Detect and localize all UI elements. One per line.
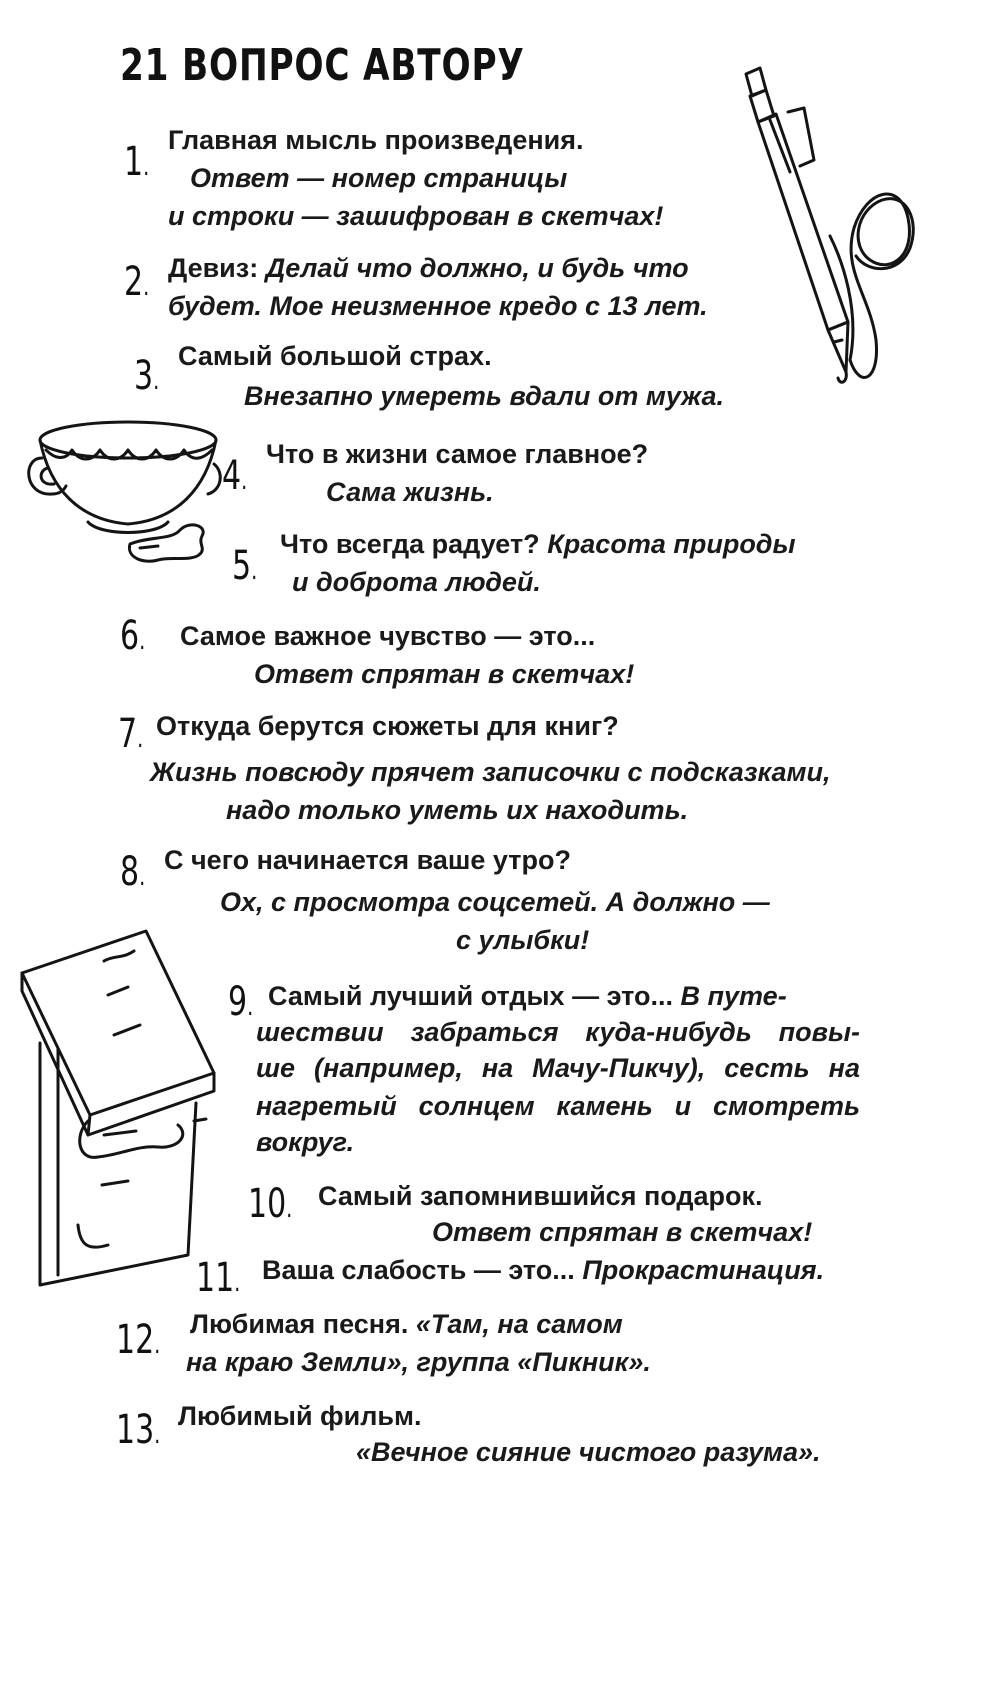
item-number: 2. [124, 259, 150, 305]
item-question: Любимый фильм. [178, 1401, 422, 1431]
item-number: 4. [222, 453, 248, 499]
item-answer: вокруг. [256, 1127, 355, 1157]
pen-sketch-icon [730, 60, 930, 400]
item-question: Главная мысль произведения. [168, 125, 584, 155]
books-sketch-icon [18, 925, 238, 1285]
item-answer: будет. Мое неизменное кредо с 13 лет. [168, 291, 708, 321]
item-number: 8. [120, 849, 146, 895]
item-answer: шествии забраться куда-нибудь повы- [256, 1017, 860, 1047]
item-question: Девиз: Делай что должно, и будь что [168, 253, 689, 283]
item-answer: Внезапно умереть вдали от мужа. [244, 381, 724, 411]
item-question: Ваша слабость — это... Прокрастинация. [262, 1255, 825, 1285]
item-answer: Ответ — номер страницы [190, 163, 568, 193]
item-answer: «Вечное сияние чистого разума». [356, 1437, 821, 1467]
item-answer: ше (например, на Мачу-Пикчу), сесть на [256, 1053, 860, 1083]
item-question: Что в жизни самое главное? [266, 439, 649, 469]
item-question: С чего начинается ваше утро? [164, 845, 571, 875]
item-number: 7. [118, 711, 144, 757]
item-answer: нагретый солнцем камень и смотреть [256, 1091, 860, 1121]
item-answer: Ох, с просмотра соцсетей. А должно — [220, 887, 770, 917]
item-question: Что всегда радует? Красота природы [280, 529, 796, 559]
item-answer: Ответ спрятан в скетчах! [254, 659, 635, 689]
item-number: 6. [120, 613, 146, 659]
item-answer: надо только уметь их находить. [226, 795, 689, 825]
item-answer: В путе- [680, 981, 787, 1011]
item-answer: с улыбки! [456, 925, 590, 955]
item-answer: и доброта людей. [292, 567, 541, 597]
item-answer: Жизнь повсюду прячет записочки с подсказками, [150, 757, 831, 787]
item-answer: Красота природы [547, 529, 796, 559]
item-number: 11. [196, 1255, 241, 1301]
item-number: 3. [134, 353, 160, 399]
item-number: 5. [232, 543, 258, 589]
item-answer: Сама жизнь. [326, 477, 494, 507]
item-question: Откуда берутся сюжеты для книг? [156, 711, 619, 741]
item-number: 12. [116, 1317, 161, 1363]
teacup-sketch-icon [30, 410, 230, 570]
item-number: 13. [116, 1407, 161, 1453]
item-answer: Ответ спрятан в скетчах! [432, 1217, 813, 1247]
item-answer: на краю Земли», группа «Пикник». [186, 1347, 651, 1377]
item-question: Самое важное чувство — это... [180, 621, 596, 651]
item-question: Самый лучший отдых — это... В путе- [268, 981, 787, 1011]
item-answer: Прокрастинация. [582, 1255, 825, 1285]
item-question: Самый большой страх. [178, 341, 492, 371]
item-answer: Делай что должно, и будь что [265, 253, 689, 283]
item-number: 9. [228, 979, 254, 1025]
item-number: 10. [248, 1181, 293, 1227]
item-answer: «Там, на самом [415, 1309, 623, 1339]
item-question: Любимая песня. «Там, на самом [190, 1309, 623, 1339]
item-number: 1. [124, 139, 150, 185]
item-answer: и строки — зашифрован в скетчах! [168, 201, 664, 231]
page-title: 21 ВОПРОС АВТОРУ [120, 40, 525, 91]
item-question: Самый запомнившийся подарок. [318, 1181, 763, 1211]
